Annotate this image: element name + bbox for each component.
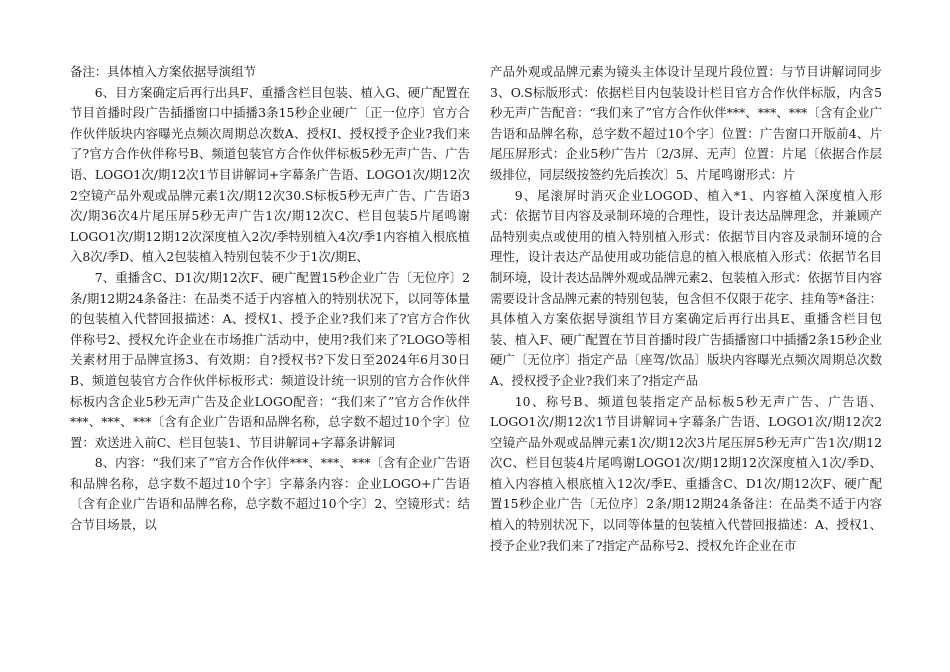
paragraph-7: 7、重播含C、D1次/期12次F、硬广配置15秒企业广告〔无位序〕2条/期12期24条备注：在品类不适于内容植入的特别状况下，以同等体量的包装植入代替回报描述：A、授权1、授予企业?我们来了?官方合作伙伴称号2、授权允许企业在市场推广活动中，使用?我们来了?LOGO等相关素材用于品牌宣扬3、有效期：自?授权书?下发日至2024年6月30日B、频道包装官方合作伙伴标板形式：频道设计统一识别的官方合作伙伴标板内含企业5秒无声广告及企业LOGO配音：“我们来了”官方合作伙伴***、***、***〔含有企业广告语和品牌名称，总字数不超过10个字〕位置：欢送进入前C、栏目包装1、节目讲解词+字幕条讲解词 <box>70 269 470 450</box>
left-column <box>70 62 470 536</box>
paragraph-6: 6、目方案确定后再行出具F、重播含栏目包装、植入G、硬广配置在节目首播时段广告插播窗口中插播3条15秒企业硬广〔正一位序〕官方合作伙伴版块内容曝光点频次周期总次数A、授权I、授权授予企业?我们来了?官方合作伙伴称号B、频道包装官方合作伙伴标板5秒无声广告、广告语、LOGO1次/期12次1节目讲解词+字幕条广告语、LOGO1次/期12次2空镜产品外观或品牌元素1次/期12次30.S标板5秒无声广告、广告语3次/期36次4片尾压屏5秒无声广告1次/期12次C、栏目包装5片尾鸣谢LOGO1次/期12期12次深度植入2次/季特别植入4次/季1内容植入根底植入8次/季D、植入2包装植入特别包装不少于1次/期E、 <box>70 84 470 265</box>
paragraph-8: 8、内容：“我们来了”官方合作伙伴***、***、***〔含有企业广告语和品牌名称，总字数不超过10个字〕字幕条内容：企业LOGO+广告语〔含有企业广告语和品牌名称，总字数不超过10个字〕2、空镜形式：结合节目场景，以 <box>70 455 470 533</box>
paragraph-9: 9、尾滚屏时消灭企业LOGOD、植入*1、内容植入深度植入形式：依据节目内容及录制环境的合理性，设计表达品牌理念，并兼顾产品特别卖点或使用的植入特别植入形式：依据节目内容及录制环境的合理性，设计表达产品使用或功能信息的植入根底植入形式：依据节名目制环境，设计表达品牌外观或品牌元素2、包装植入形式：依据节目内容需要设计含品牌元素的特别包装，包含但不仅限于花字、挂角等*备注：具体植入方案依据导演组节目方案确定后再行出具E、重播含栏目包装、植入F、硬广配置在节目首播时段广告插播窗口中插播2条15秒企业硬广〔无位序〕指定产品〔座驾/饮品〕版块内容曝光点频次周期总次数A、授权授予企业?我们来了?指定产品 <box>490 187 882 388</box>
paragraph-10: 10、称号B、频道包装指定产品标板5秒无声广告、广告语、LOGO1次/期12次1节目讲解词+字幕条广告语、LOGO1次/期12次2空镜产品外观或品牌元素1次/期12次3片尾压屏5秒无声广告1次/期12次C、栏目包装4片尾鸣谢LOGO1次/期12期12次深度植入1次/季D、植入内容植入根底植入12次/季E、重播含C、D1次/期12次F、硬广配置15秒企业广告〔无位序〕2条/期12期24条备注：在品类不适于内容植入的特别状况下，以同等体量的包装植入代替回报描述：A、授权1、授予企业?我们来了?指定产品称号2、授权允许企业在市 <box>490 393 882 553</box>
right-column <box>490 62 882 556</box>
paragraph-note: 备注：具体植入方案依据导演组节 <box>70 64 256 79</box>
paragraph-continued: 产品外观或品牌元素为镜头主体设计呈现片段位置：与节目讲解词同步3、O.S标版形式：依据栏目内包装设计栏目官方合作伙伴标版，内含5秒无声广告配音：“我们来了”官方合作伙伴***、***、***〔含有企业广告语和品牌名称，总字数不超过10个字〕位置：广告窗口开版前4、片尾压屏形式：企业5秒广告片〔2/3屏、无声〕位置：片尾〔依据合作层级排位，同层级按签约先后挨次〕5、片尾鸣谢形式：片 <box>490 64 882 182</box>
